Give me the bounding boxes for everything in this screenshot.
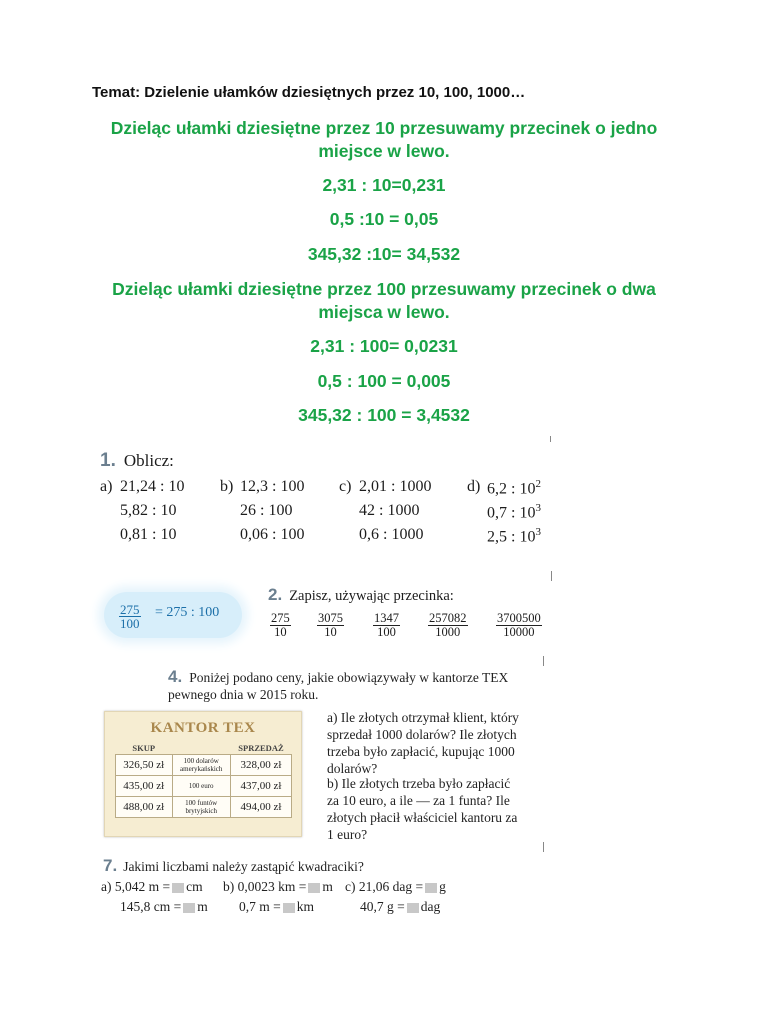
answer-box[interactable] [407,903,419,913]
answer-box[interactable] [283,903,295,913]
column-label: b) [220,478,234,495]
lesson-title: Temat: Dzielenie ułamków dziesiętnych przez 10, 100, 1000… [92,84,526,101]
exercise-7-item: 0,7 m = km [239,899,315,914]
sprzedaz-value: 437,00 zł [230,776,291,797]
exercise-7-item: b) 0,0023 km = m [223,879,333,894]
fraction: $\frac{1347}{100}$ [374,611,399,639]
exercise-item: 0,81 : 10 [120,526,177,543]
exercise-item: 12,3 : 100 [240,478,305,495]
exercise-item: 42 : 1000 [359,502,420,519]
currency-label: 100 funtów brytyjskich [172,797,230,818]
sprzedaz-value: 494,00 zł [230,797,291,818]
exercise-heading: Zapisz, używając przecinka: [289,588,454,604]
example-100-3: 345,32 : 100 = 3,4532 [298,405,470,425]
scan-mark [543,842,544,852]
exercise-4-header [168,667,508,687]
hint-fraction: $\frac{275}{100}$ [120,602,140,631]
skup-value: 488,00 zł [116,797,173,818]
scan-mark [551,571,552,581]
exercise-heading: Oblicz: [123,451,174,470]
exercise-number: 4. [168,667,183,686]
question-b: b) Ile złotych trzeba było zapłacić za 10 euro, a ile — za 1 funta? Ile złotych płacił właściciel kantoru za 1 euro? [327,776,518,842]
scan-mark [550,436,551,442]
fraction: $\frac{275}{10}$ [271,611,290,639]
exchange-table [115,742,292,818]
currency-label: 100 dolarów amerykańskich [172,755,230,776]
exercise-item: 0,7 : $10^3$ [487,502,541,522]
exercise-item: 26 : 100 [240,502,293,519]
column-label: a) [100,478,113,495]
exercise-7-item: c) 21,06 dag = g [345,879,446,894]
fraction: $\frac{3075}{10}$ [318,611,343,639]
currency-label: 100 euro [172,776,230,797]
rule-10-line1: Dzieląc ułamki dziesiętne przez 10 przesuwamy przecinek o jedno [110,118,658,138]
skup-value: 326,50 zł [116,755,173,776]
example-10-2: 0,5 :10 = 0,05 [329,209,439,229]
exercise-1-header [100,450,174,472]
exercise-7-header [103,856,364,876]
exercise-item: 6,2 : $10^2$ [487,478,541,498]
column-label: c) [339,478,352,495]
exercise-item: 2,01 : 1000 [359,478,432,495]
example-100-1: 2,31 : 100= 0,0231 [310,336,458,356]
rule-100-line1: Dzieląc ułamki dziesiętne przez 100 przesuwamy przecinek o dwa [112,279,656,299]
answer-box[interactable] [308,883,320,893]
answer-box[interactable] [183,903,195,913]
exercise-number: 7. [103,856,118,875]
exercise-number: 1. [100,450,116,471]
column-label: d) [467,478,481,495]
exercise-4-intro-line1: Poniżej podano ceny, jakie obowiązywały w kantorze TEX [189,670,509,685]
exercise-7-item: a) 5,042 m = cm [101,879,203,894]
sprzedaz-header: SPRZEDAŻ [238,743,284,753]
exercise-item: 5,82 : 10 [120,502,177,519]
exercise-7-item: 145,8 cm = m [120,899,208,914]
table-row [116,776,292,797]
rule-10-line2: miejsce w lewo. [318,141,450,161]
answer-box[interactable] [172,883,184,893]
exercise-4-intro-line2: pewnego dnia w 2015 roku. [168,687,319,702]
exercise-item: 21,24 : 10 [120,478,185,495]
example-10-1: 2,31 : 10=0,231 [322,175,446,195]
table-row [116,797,292,818]
exercise-item: 0,6 : 1000 [359,526,424,543]
example-100-2: 0,5 : 100 = 0,005 [317,371,451,391]
question-a: a) Ile złotych otrzymał klient, który sprzedał 1000 dolarów? Ile złotych trzeba było zapłacić, kupując 1000 dolarów? [327,710,519,776]
skup-value: 435,00 zł [116,776,173,797]
answer-box[interactable] [425,883,437,893]
exercise-item: 0,06 : 100 [240,526,305,543]
exercise-heading: Jakimi liczbami należy zastąpić kwadraciki? [123,859,364,874]
hint-equation: = 275 : 100 [155,605,220,620]
example-10-3: 345,32 :10= 34,532 [307,244,461,264]
rule-100-line2: miejsca w lewo. [318,302,450,322]
fraction: $\frac{257082}{1000}$ [429,611,467,639]
sprzedaz-value: 328,00 zł [230,755,291,776]
skup-header: SKUP [132,743,156,753]
exercise-number: 2. [268,585,283,604]
exercise-item: 2,5 : $10^3$ [487,526,541,546]
table-row [116,755,292,776]
exercise-2-header [268,585,454,605]
kantor-board [104,711,302,837]
scan-mark [543,656,544,666]
fraction: $\frac{3700500}{10000}$ [497,611,541,639]
exercise-7-item: 40,7 g = dag [360,899,441,914]
kantor-title: KANTOR TEX [150,720,256,736]
